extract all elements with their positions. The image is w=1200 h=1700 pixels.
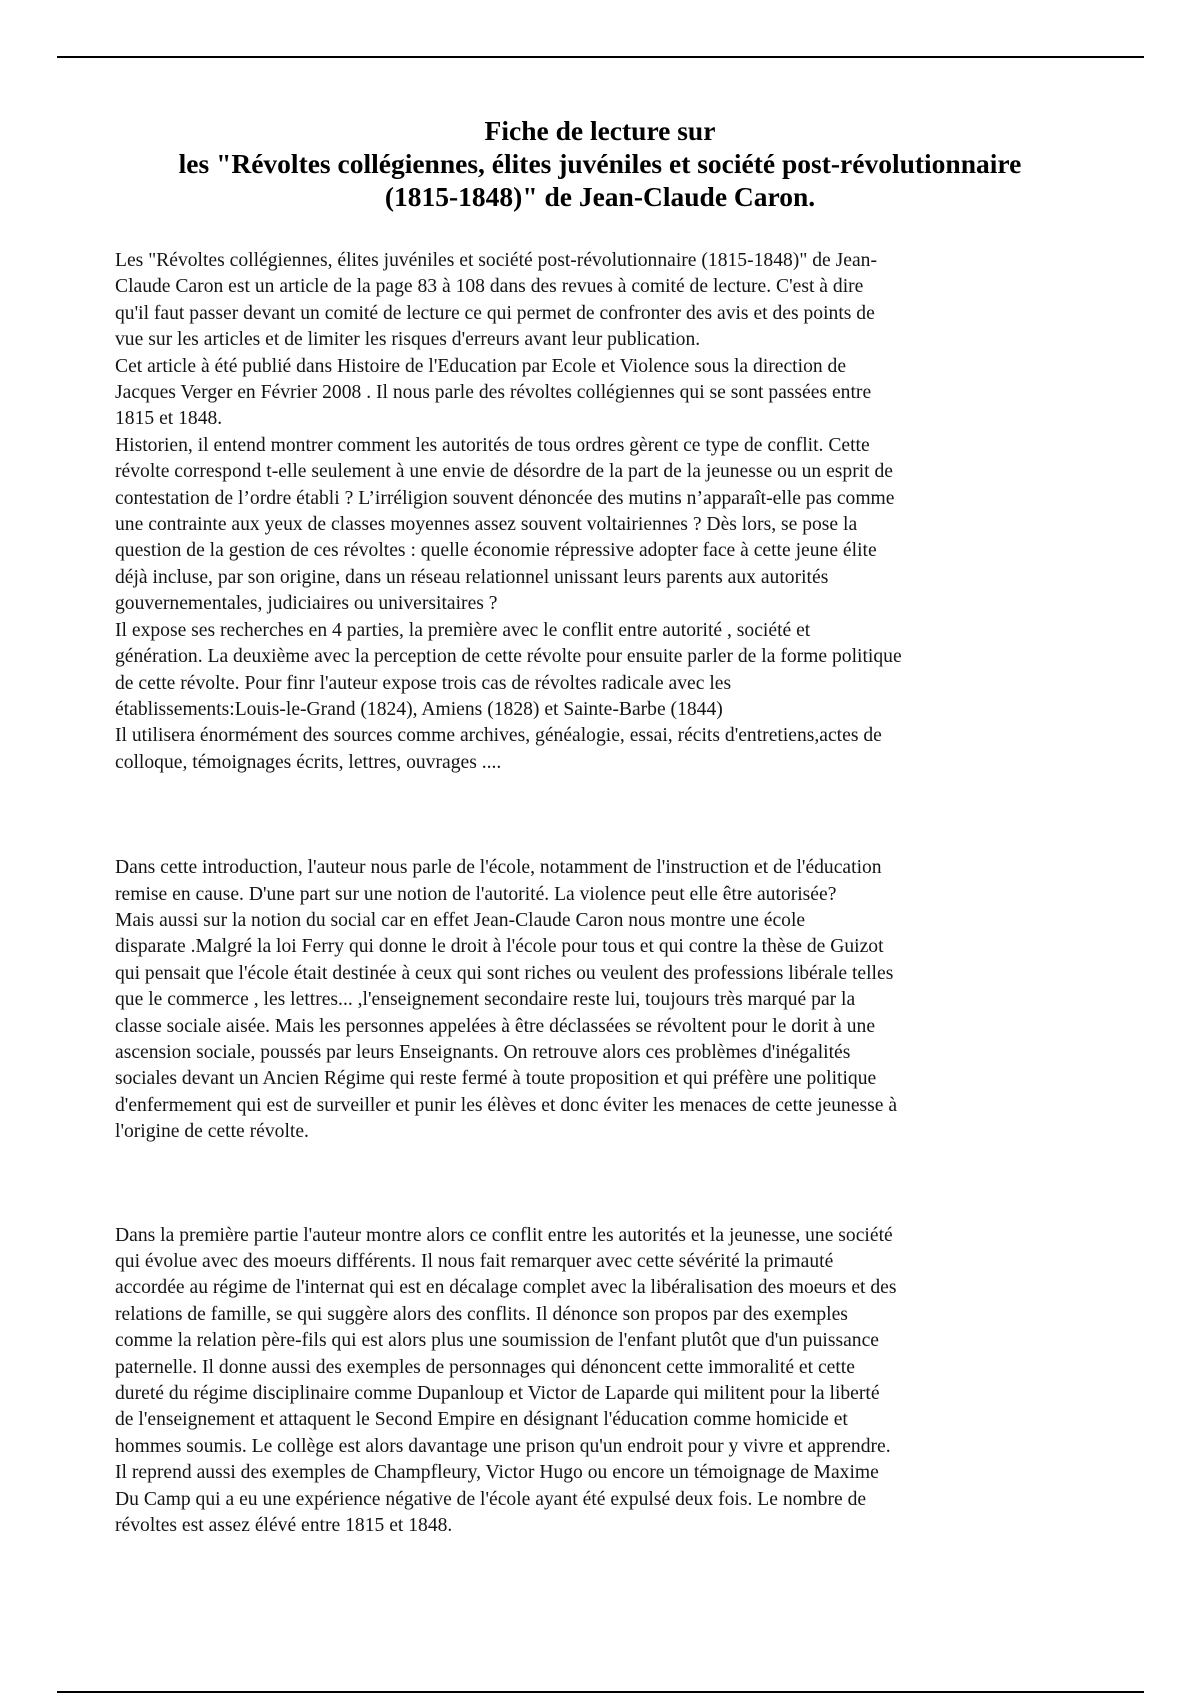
text-line: Historien, il entend montrer comment les autorités de tous ordres gèrent ce type de conflit. Cette <box>115 434 870 456</box>
text-line: relations de famille, se qui suggère alors des conflits. Il dénonce son propos par des exemples <box>115 1303 848 1325</box>
text-line: de cette révolte. Pour finr l'auteur expose trois cas de révoltes radicale avec les <box>115 672 732 694</box>
text-line: qui évolue avec des moeurs différents. Il nous fait remarquer avec cette sévérité la primauté <box>115 1251 834 1272</box>
text-line: disparate .Malgré la loi Ferry qui donne le droit à l'école pour tous et qui contre la thèse de Guizot <box>115 936 884 958</box>
text-line: l'origine de cette révolte. <box>115 1121 309 1143</box>
section-first-part-summary <box>115 1223 1115 1540</box>
text-line: Dans la première partie l'auteur montre alors ce conflit entre les autorités et la jeunesse, une société <box>115 1224 893 1246</box>
text-line: d'enfermement qui est de surveiller et punir les élèves et donc éviter les menaces de cette jeunesse à <box>115 1094 898 1116</box>
text-line: sociales devant un Ancien Régime qui reste fermé à toute proposition et qui préfère une politique <box>115 1068 877 1090</box>
text-line: accordée au régime de l'internat qui est en décalage complet avec la libéralisation des moeurs et des <box>115 1277 897 1299</box>
text-line: une contrainte aux yeux de classes moyennes assez souvent voltairiennes ? Dès lors, se pose la <box>115 514 858 536</box>
text-line: de l'enseignement et attaquent le Second Empire en désignant l'éducation comme homicide et <box>115 1409 848 1431</box>
text-line: Dans cette introduction, l'auteur nous parle de l'école, notamment de l'instruction et de l'éducation <box>115 857 882 879</box>
text-line: gouvernementales, judiciaires ou universitaires ? <box>115 593 498 615</box>
section-spacer <box>115 776 1115 855</box>
text-line: qu'il faut passer devant un comité de lecture ce qui permet de confronter des avis et des points de <box>115 302 875 324</box>
text-line: Il reprend aussi des exemples de Champfleury, Victor Hugo ou encore un témoignage de Maxime <box>115 1462 879 1484</box>
paragraph-first-part <box>115 1223 1115 1461</box>
top-divider <box>57 56 1144 58</box>
section-intro-article <box>115 248 1115 776</box>
text-line: Du Camp qui a eu une expérience négative de l'école ayant été expulsé deux fois. Le nombre de <box>115 1488 867 1510</box>
text-line: que le commerce , les lettres... ,l'enseignement secondaire reste lui, toujours très marqué par la <box>115 989 856 1011</box>
paragraph-examples <box>115 1460 1115 1539</box>
text-line: question de la gestion de ces révoltes : quelle économie répressive adopter face à cette jeune élite <box>115 540 877 562</box>
title-line: les "Révoltes collégiennes, élites juvéniles et société post-révolutionnaire <box>178 148 1022 179</box>
title-line: Fiche de lecture sur <box>484 115 716 146</box>
section-spacer <box>115 1146 1115 1223</box>
text-line: hommes soumis. Le collège est alors davantage une prison qu'un endroit pour y vivre et apprendre. <box>115 1435 891 1457</box>
text-line: révolte correspond t-elle seulement à une envie de désordre de la part de la jeunesse ou un esprit de <box>115 461 894 483</box>
document-title <box>60 114 1140 213</box>
text-line: comme la relation père-fils qui est alors plus une soumission de l'enfant plutôt que d'un puissance <box>115 1330 879 1352</box>
text-line: classe sociale aisée. Mais les personnes appelées à être déclassées se révoltent pour le dorit à une <box>115 1015 876 1037</box>
text-line: Les "Révoltes collégiennes, élites juvéniles et société post-révolutionnaire (1815-1848)" de Jean- <box>115 250 877 271</box>
text-line: génération. La deuxième avec la perception de cette révolte pour ensuite parler de la forme politique <box>115 646 902 668</box>
text-line: qui pensait que l'école était destinée à ceux qui sont riches ou veulent des professions libérale telles <box>115 962 894 984</box>
paragraph-problematique <box>115 433 1115 618</box>
text-line: Claude Caron est un article de la page 83 à 108 dans des revues à comité de lecture. C'est à dire <box>115 276 864 298</box>
text-line: paternelle. Il donne aussi des exemples de personnages qui dénoncent cette immoralité et cette <box>115 1356 855 1378</box>
text-line: déjà incluse, par son origine, dans un réseau relationnel unissant leurs parents aux autorités <box>115 566 829 588</box>
text-line: vue sur les articles et de limiter les risques d'erreurs avant leur publication. <box>115 329 701 351</box>
text-line: Cet article à été publié dans Histoire de l'Education par Ecole et Violence sous la direction de <box>115 355 847 377</box>
paragraph-article-presentation <box>115 248 1115 354</box>
paragraph-social-notion <box>115 908 1115 1146</box>
text-line: remise en cause. D'une part sur une notion de l'autorité. La violence peut elle être autorisée? <box>115 883 837 905</box>
text-line: Mais aussi sur la notion du social car en effet Jean-Claude Caron nous montre une école <box>115 909 806 931</box>
text-line: Il expose ses recherches en 4 parties, la première avec le conflit entre autorité , société et <box>115 619 811 641</box>
paragraph-publication <box>115 354 1115 433</box>
paragraph-introduction <box>115 855 1115 908</box>
title-line: (1815-1848)" de Jean-Claude Caron. <box>384 181 816 212</box>
text-line: révoltes est assez élévé entre 1815 et 1848. <box>115 1515 453 1537</box>
section-introduction-summary <box>115 855 1115 1145</box>
text-line: dureté du régime disciplinaire comme Dupanloup et Victor de Laparde qui militent pour la liberté <box>115 1383 880 1405</box>
text-line: Jacques Verger en Février 2008 . Il nous parle des révoltes collégiennes qui se sont passées entre <box>115 382 872 404</box>
text-line: ascension sociale, poussés par leurs Enseignants. On retrouve alors ces problèmes d'inégalités <box>115 1041 851 1063</box>
paragraph-sources <box>115 723 1115 776</box>
text-line: colloque, témoignages écrits, lettres, ouvrages .... <box>115 751 502 773</box>
text-line: 1815 et 1848. <box>115 408 223 430</box>
text-line: Il utilisera énormément des sources comme archives, généalogie, essai, récits d'entretiens,actes de <box>115 725 882 747</box>
paragraph-plan <box>115 618 1115 724</box>
document-body <box>115 248 1115 1539</box>
bottom-divider <box>57 1691 1144 1693</box>
text-line: contestation de l’ordre établi ? L’irréligion souvent dénoncée des mutins n’apparaît-elle pas comme <box>115 487 895 509</box>
text-line: établissements:Louis-le-Grand (1824), Amiens (1828) et Sainte-Barbe (1844) <box>115 698 723 720</box>
